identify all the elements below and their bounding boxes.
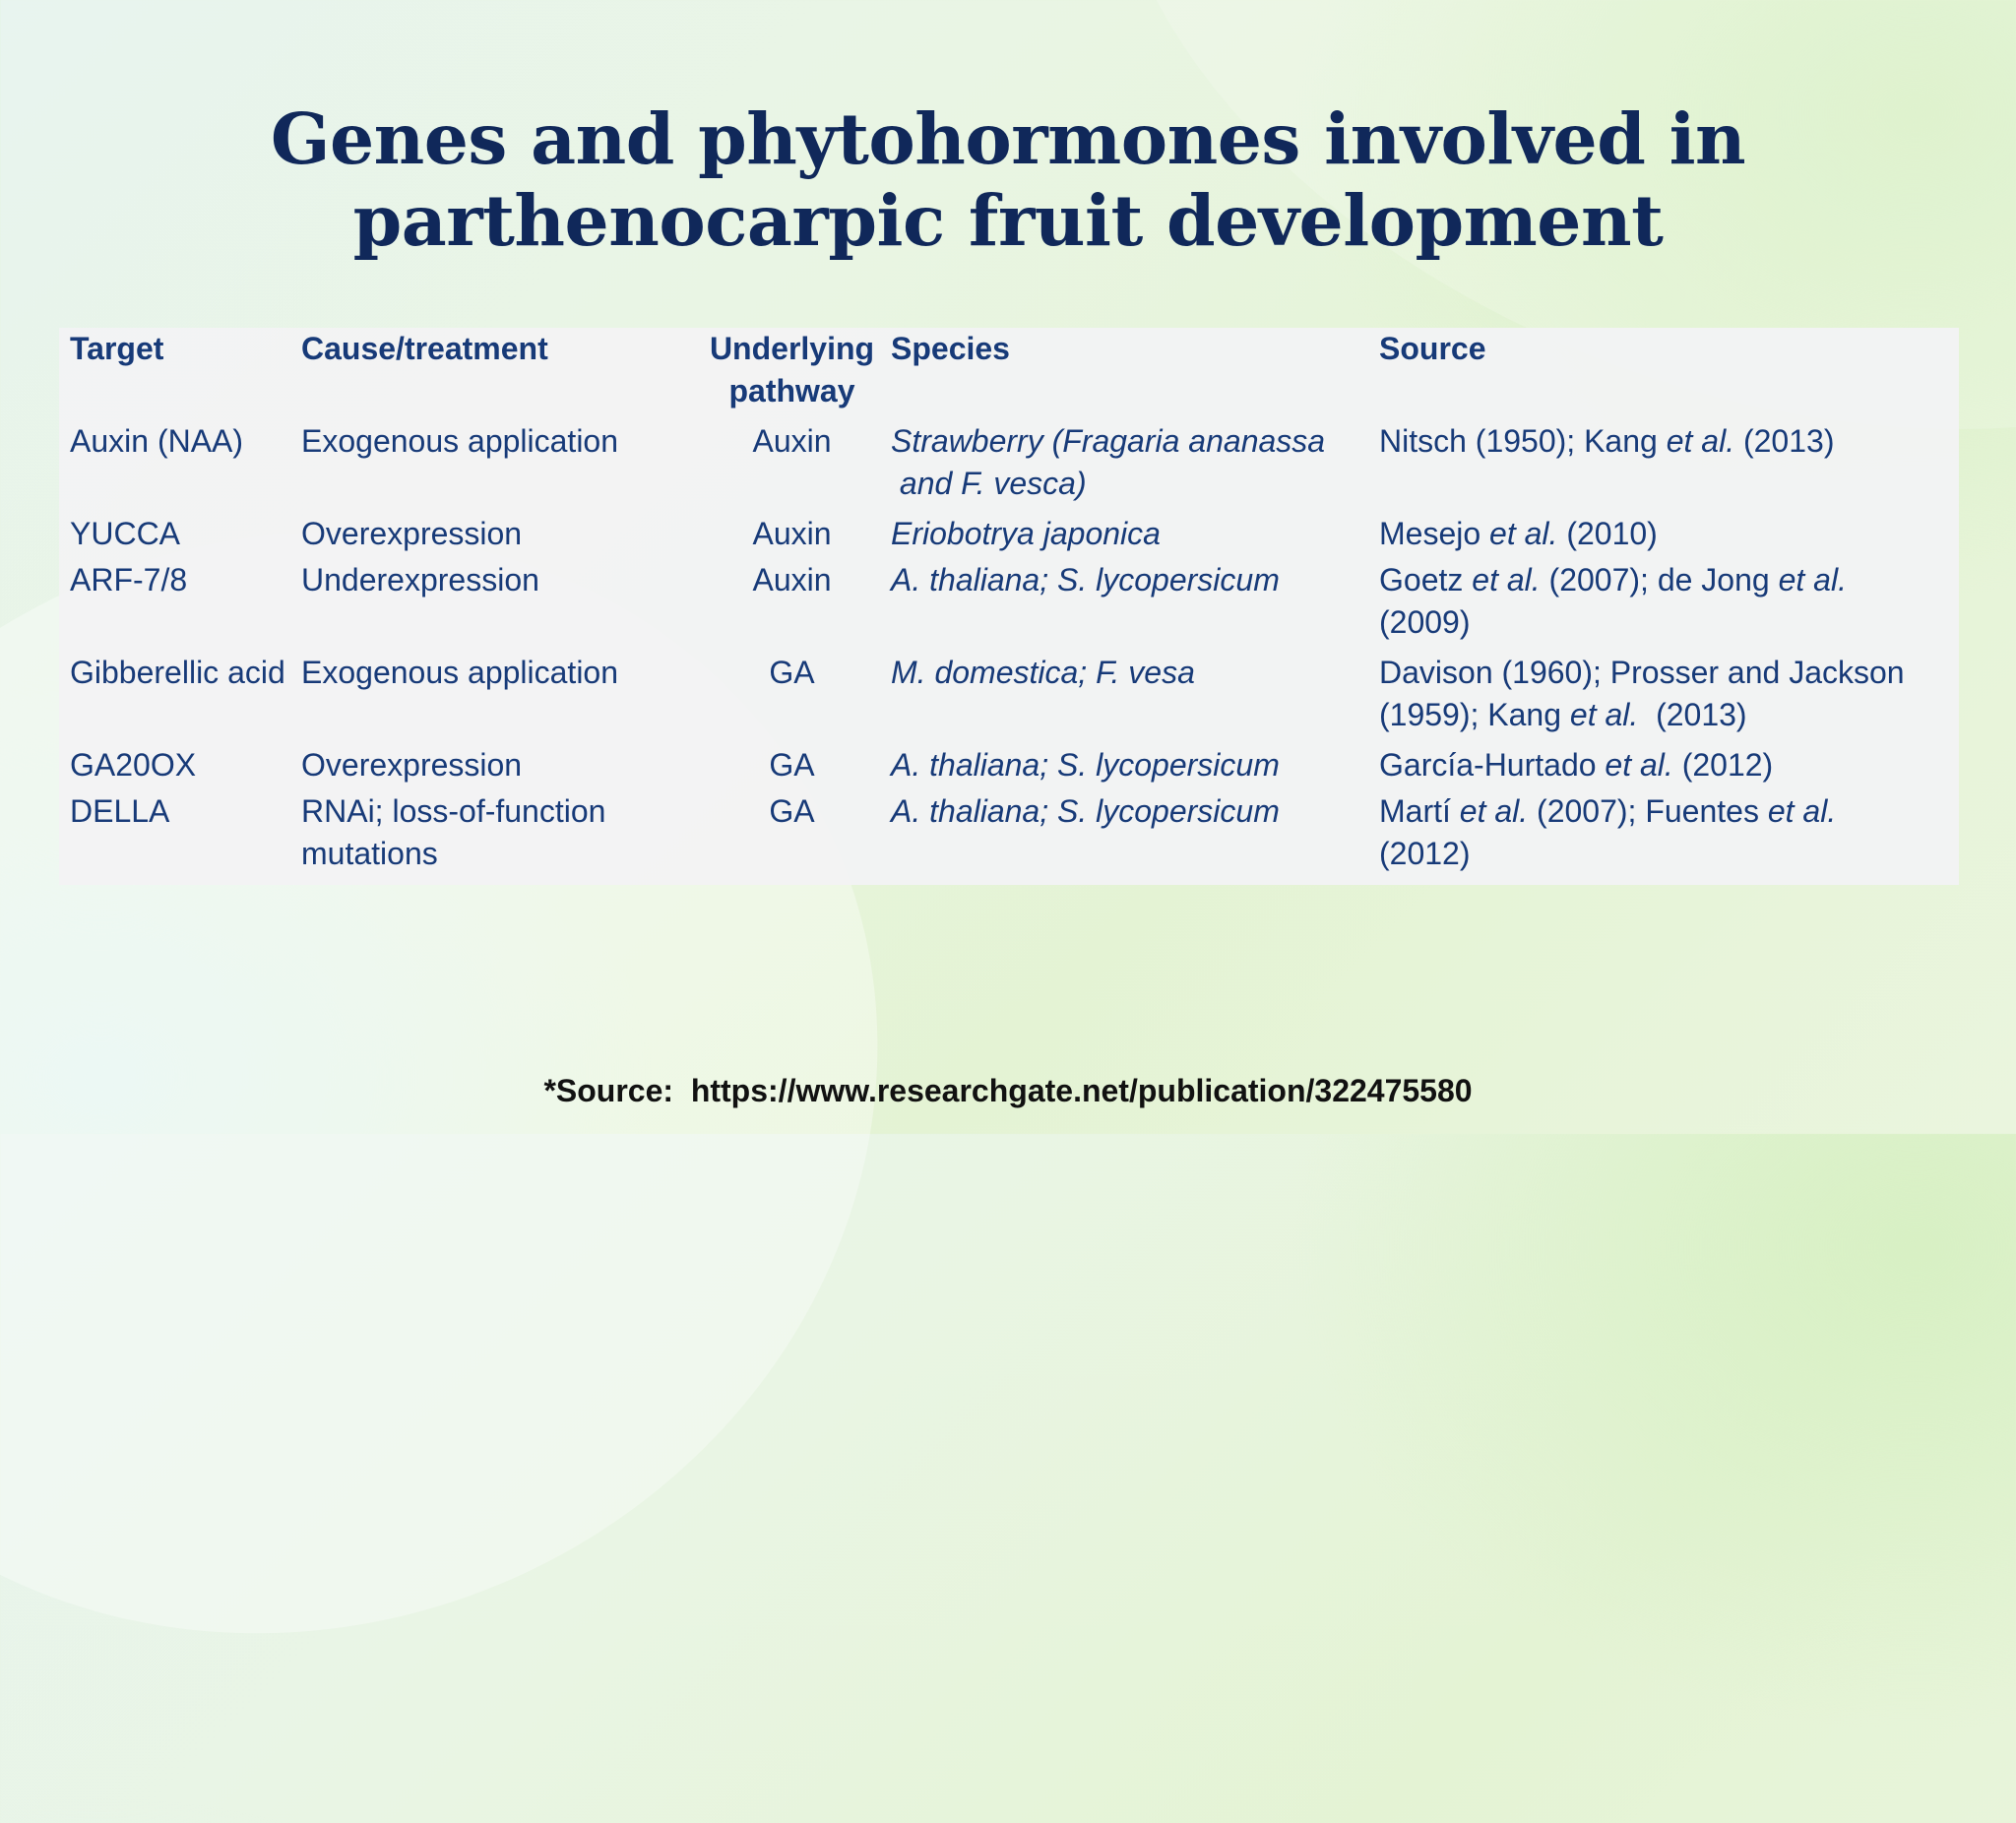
header-species: Species <box>891 331 1010 366</box>
table-header-row <box>59 328 1930 420</box>
source-part: Mesejo <box>1379 516 1490 551</box>
title-line: parthenocarpic fruit development <box>352 179 1664 262</box>
cell-cause: RNAi; loss-of-function mutations <box>301 793 606 871</box>
cell-target: Auxin (NAA) <box>70 423 244 459</box>
cell-source <box>1379 559 1930 652</box>
cell-cause: Underexpression <box>301 562 539 597</box>
slide-title <box>0 98 2016 262</box>
source-part: et al. <box>1778 562 1847 597</box>
header-pathway <box>695 328 889 420</box>
source-part: et al. <box>1472 562 1541 597</box>
cell-species: M. domestica; F. vesa <box>891 655 1195 690</box>
title-line: Genes and phytohormones involved in <box>270 97 1746 180</box>
source-part: (2009) <box>1379 604 1471 640</box>
table-row <box>59 420 1930 513</box>
cell-cause: Overexpression <box>301 747 523 783</box>
table-row <box>59 652 1930 744</box>
source-part: (2012) <box>1379 836 1471 871</box>
cell-pathway: GA <box>769 655 815 690</box>
header-target: Target <box>70 331 164 366</box>
header-pathway-line: pathway <box>728 373 855 409</box>
source-part: (2007); Fuentes <box>1528 793 1768 829</box>
cell-target: GA20OX <box>70 747 197 783</box>
cell-source <box>1379 652 1930 744</box>
cell-target: YUCCA <box>70 516 181 551</box>
cell-cause: Exogenous application <box>301 655 619 690</box>
source-part: et al. <box>1459 793 1529 829</box>
source-part: et al. <box>1605 747 1673 783</box>
cell-target: Gibberellic acid <box>70 655 285 690</box>
source-part: et al. <box>1489 516 1558 551</box>
cell-species: A. thaliana; S. lycopersicum <box>891 793 1280 829</box>
cell-cause: Overexpression <box>301 516 523 551</box>
table-row <box>59 790 1930 883</box>
cell-species: Eriobotrya japonica <box>891 516 1161 551</box>
cell-target: DELLA <box>70 793 170 829</box>
cell-pathway: GA <box>769 793 815 829</box>
cell-source <box>1379 420 1930 513</box>
table-row <box>59 559 1930 652</box>
cell-source <box>1379 513 1930 559</box>
source-part: et al. <box>1569 697 1639 732</box>
source-part: (2013) <box>1734 423 1835 459</box>
gene-table-panel <box>59 328 1959 885</box>
header-source: Source <box>1379 331 1486 366</box>
header-pathway-line: Underlying <box>709 331 875 366</box>
cell-species: A. thaliana; S. lycopersicum <box>891 562 1280 597</box>
source-part: Davison (1960); Prosser and Jackson (1959); Kang <box>1379 655 1905 732</box>
source-part: García-Hurtado <box>1379 747 1606 783</box>
cell-cause: Exogenous application <box>301 423 619 459</box>
header-cause: Cause/treatment <box>301 331 548 366</box>
source-part: et al. <box>1767 793 1837 829</box>
species-line: Strawberry (Fragaria ananassa <box>891 423 1326 459</box>
cell-pathway: Auxin <box>752 423 832 459</box>
source-part: (2010) <box>1557 516 1658 551</box>
source-part: et al. <box>1666 423 1735 459</box>
cell-pathway: GA <box>769 747 815 783</box>
source-part: (2013) <box>1638 697 1747 732</box>
source-part: Martí <box>1379 793 1460 829</box>
source-part: Nitsch (1950); Kang <box>1379 423 1667 459</box>
source-part: (2012) <box>1672 747 1774 783</box>
cell-target: ARF-7/8 <box>70 562 188 597</box>
gene-table <box>59 328 1930 883</box>
cell-pathway: Auxin <box>752 516 832 551</box>
source-part: Goetz <box>1379 562 1473 597</box>
source-footnote: *Source: https://www.researchgate.net/publication/322475580 <box>543 1073 1473 1108</box>
table-row <box>59 744 1930 790</box>
cell-species: A. thaliana; S. lycopersicum <box>891 747 1280 783</box>
table-row <box>59 513 1930 559</box>
cell-pathway: Auxin <box>752 562 832 597</box>
species-line: and F. vesca) <box>891 466 1087 501</box>
cell-source <box>1379 790 1930 883</box>
cell-species <box>889 420 1379 513</box>
cell-source <box>1379 744 1930 790</box>
source-part: (2007); de Jong <box>1540 562 1779 597</box>
